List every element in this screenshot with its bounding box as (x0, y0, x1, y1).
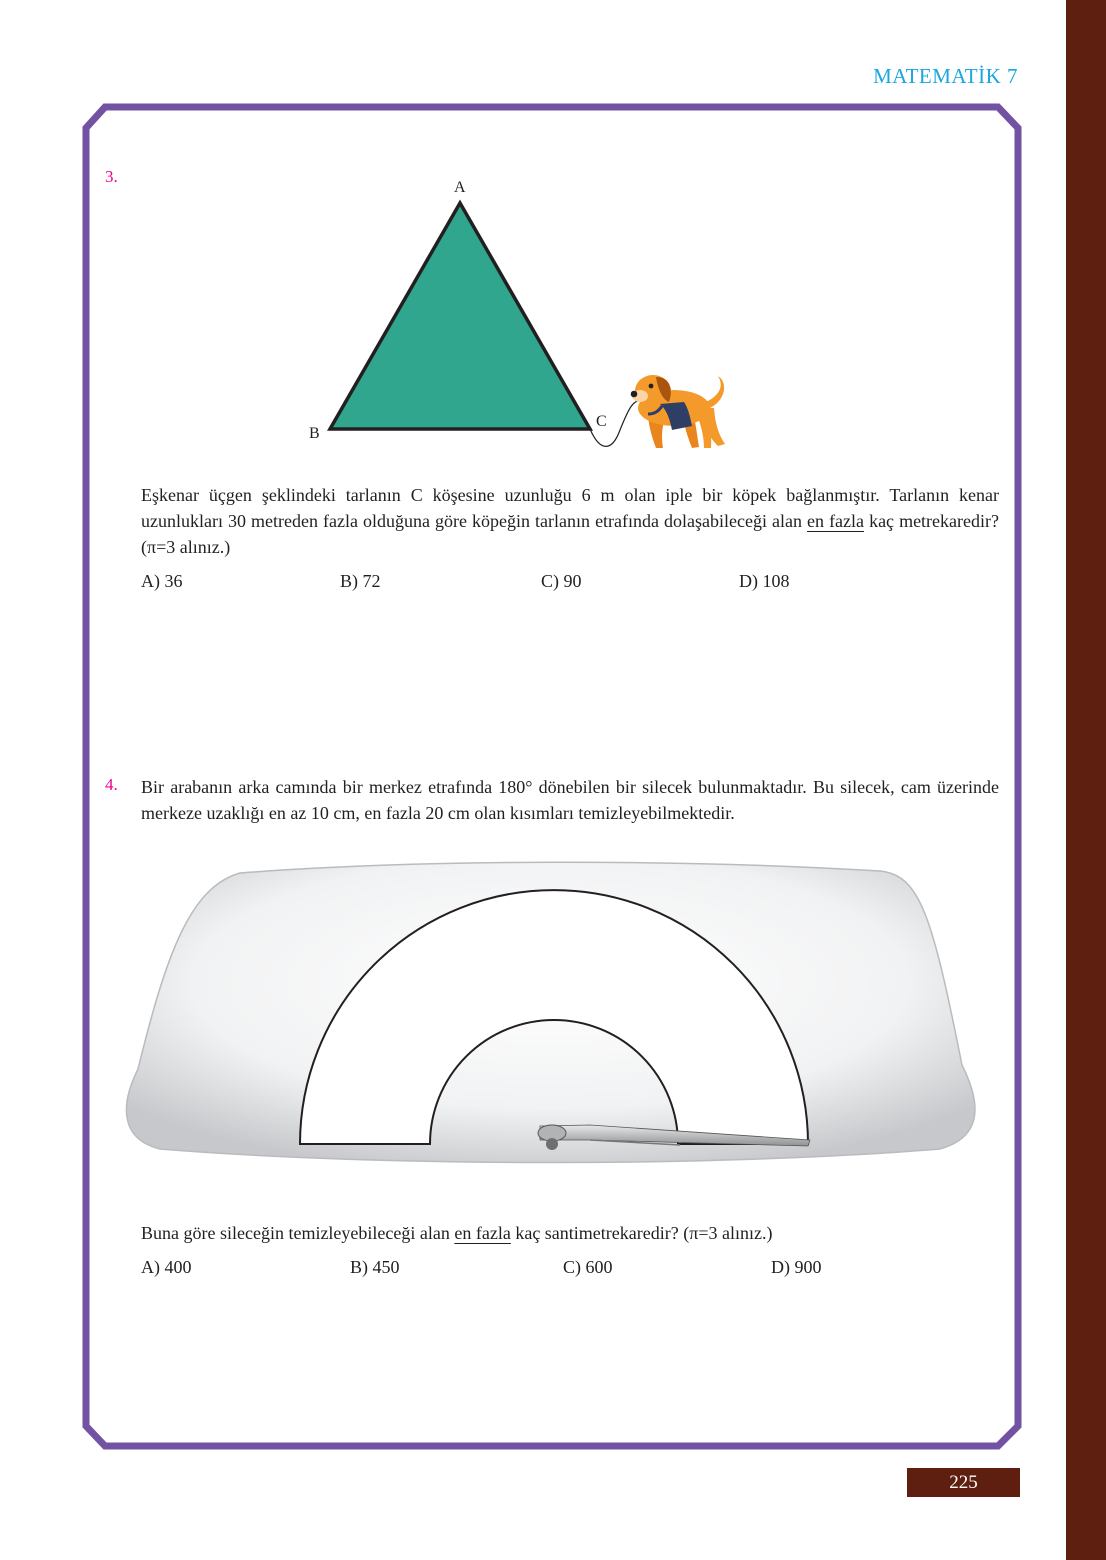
q4-number: 4. (105, 775, 118, 794)
vertex-b-label: B (309, 425, 320, 442)
q4-text: Bir arabanın arka camında bir merkez etrafında 180° dönebilen bir silecek bulunmaktadır. Bu silecek, cam üzerinde merkeze uzaklığı en az 10 cm, en fazla 20 cm olan kısımları temizleyebilmektedir. (141, 777, 999, 823)
q3-option-c[interactable]: C) 90 (541, 571, 582, 591)
q3-figure (300, 190, 740, 460)
q4-figure (120, 855, 986, 1175)
q4-option-b[interactable]: B) 450 (350, 1257, 400, 1277)
header-title: MATEMATİK 7 (873, 64, 1018, 88)
triangle-field (330, 203, 590, 429)
vertex-a-label: A (454, 179, 466, 196)
vertex-c-label: C (596, 413, 607, 430)
q3-text-end: kaç metrekaredir? (π=3 alınız.) (141, 511, 1000, 557)
q3-option-a[interactable]: A) 36 (141, 571, 183, 591)
dog-icon (631, 375, 725, 448)
q4-emphasis: en fazla (454, 1223, 511, 1243)
q4-question (141, 1220, 999, 1246)
q4-question-start: Buna göre sileceğin temizleyebileceği alan (141, 1223, 450, 1243)
q3-option-d[interactable]: D) 108 (739, 571, 790, 591)
q3-number: 3. (105, 167, 118, 186)
q4-option-c[interactable]: C) 600 (563, 1257, 613, 1277)
q3-option-b[interactable]: B) 72 (340, 571, 381, 591)
q3-text-main: Eşkenar üçgen şeklindeki tarlanın C köşesine uzunluğu 6 m olan iple bir köpek bağlanmıştır. Tarlanın kenar uzunlukları 30 metreden fazla olduğuna göre köpeğin tarlanın etrafında dolaşabileceği alan (141, 485, 999, 531)
page-number: 225 (907, 1468, 1020, 1497)
q4-option-d[interactable]: D) 900 (771, 1257, 822, 1277)
q4-question-end: kaç santimetrekaredir? (π=3 alınız.) (515, 1223, 773, 1243)
q3-emphasis: en fazla (807, 511, 865, 531)
q4-option-a[interactable]: A) 400 (141, 1257, 192, 1277)
q3-text (141, 482, 999, 560)
